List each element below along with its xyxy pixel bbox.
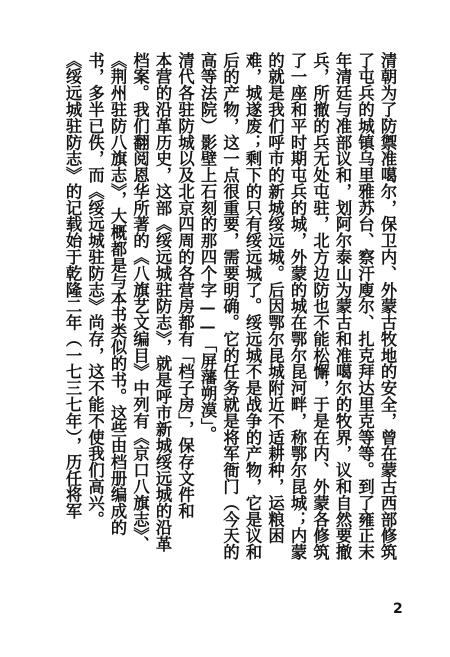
text-column-11: 本营的沿革历史，这部《绥远城驻防志》，就是呼市新城绥远城的沿革 xyxy=(153,52,172,552)
text-columns xyxy=(62,52,398,600)
text-column-5: 了一座和平时期屯兵的城，外蒙的城在鄂尔昆河畔，称鄂尔昆城；内蒙 xyxy=(288,52,307,561)
text-column-7: 难，城遂废；剩下的只有绥远城了。绥远城不是战争的产物，它是议和 xyxy=(243,52,262,561)
text-column-8: 后的产物，这一点很重要，需要明确。它的任务就是将军衙门（今天的 xyxy=(220,52,240,561)
text-column-3: 年清廷与准部议和，划阿尔泰山为蒙古和准噶尔的牧界，议和自然要撤 xyxy=(333,52,352,561)
text-column-2: 了屯兵的城镇乌里雅苏台、察汗廋尔、扎克拜达里克等等。到了雍正末 xyxy=(355,52,375,561)
text-column-10: 清代各驻防城以及北京四周的各营房都有「档子房」，保存文件和 xyxy=(175,52,195,520)
text-column-14: 书，多半已佚，而《绥远城驻防志》尚存，这不能不使我们高兴。 xyxy=(85,52,105,528)
text-column-9: 高等法院）影壁上石刻的那四个字——「屏藩朔漠」。 xyxy=(198,52,217,443)
text-column-6: 的就是我们呼市的新城绥远城。后因鄂尔昆城附近不适耕种，运粮困 xyxy=(265,52,285,544)
page-number: 2 xyxy=(393,601,403,617)
text-column-12: 档案。我们翻阅恩华所著的《八旗艺文编目》中列有《京口八旗志》、 xyxy=(130,52,150,552)
text-column-13: 《荆州驻防八旗志》，大概都是与本书类似的书。这些由档册编成的 xyxy=(108,52,127,536)
text-column-4: 兵，所撤的兵无处屯驻，北方边防也不能松懈，于是在内、外蒙各修筑 xyxy=(310,52,330,561)
text-column-15: 《绥远城驻防志》的记载始于乾隆二年（一七三七年），历任将军 xyxy=(63,52,82,520)
text-column-1: 清朝为了防禦准噶尔，保卫内、外蒙古牧地的安全，曾在蒙古西部修筑 xyxy=(378,52,397,561)
